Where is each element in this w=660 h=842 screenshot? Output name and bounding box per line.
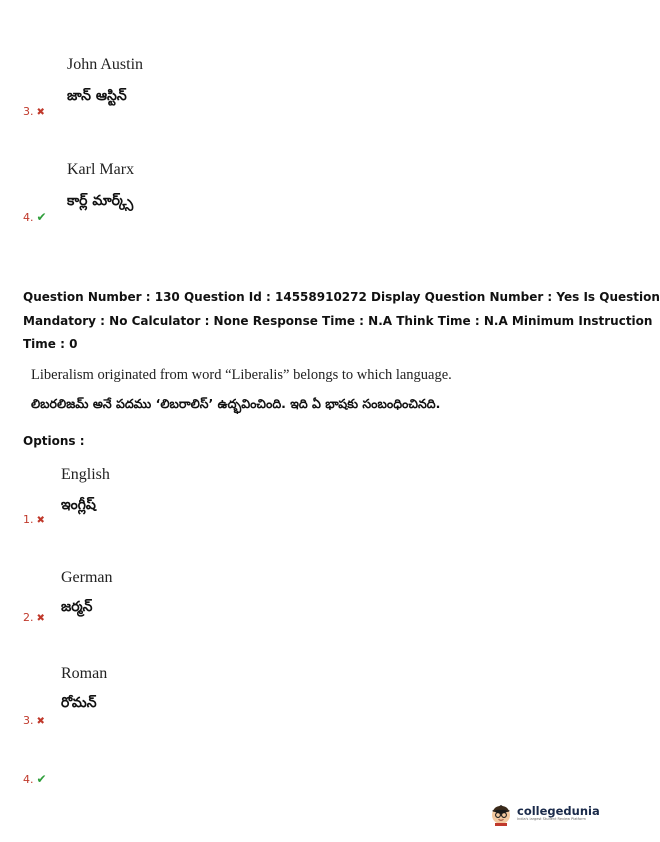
- student-avatar-icon: [488, 800, 514, 826]
- logo-tagline: India's largest Student Review Platform: [517, 817, 586, 821]
- option-number-text: 3.: [23, 714, 34, 727]
- correct-mark-icon: ✔: [36, 210, 47, 224]
- wrong-mark-icon: ✖: [36, 107, 45, 118]
- wrong-mark-icon: ✖: [36, 716, 45, 727]
- wrong-mark-icon: ✖: [36, 515, 45, 526]
- question-text-english: Liberalism originated from word “Liberalis” belongs to which language.: [31, 367, 452, 383]
- question-meta-line-2: Mandatory : No Calculator : None Response Time : N.A Think Time : N.A Minimum Instruction: [23, 313, 653, 328]
- option-2-english: German: [61, 569, 113, 586]
- option-1-telugu: ఇంగ్లీష్: [61, 497, 96, 513]
- option-2-telugu: జర్మన్: [61, 599, 93, 615]
- option-4b-number: [23, 772, 47, 786]
- option-number-text: 1.: [23, 513, 34, 526]
- option-number-text: 4.: [23, 211, 34, 224]
- option-3-english: John Austin: [67, 56, 144, 73]
- wrong-mark-icon: ✖: [36, 613, 45, 624]
- option-3b-number: [23, 714, 45, 727]
- option-3b-telugu: రోమన్: [61, 695, 97, 711]
- question-text-telugu: లిబరలిజమ్ అనే పదము ‘లిబరాలిస్’ ఉద్భవించింది. ఇది ఏ భాషకు సంబంధించినది.: [31, 396, 441, 411]
- option-3b-english: Roman: [61, 665, 108, 682]
- option-number-text: 2.: [23, 611, 34, 624]
- logo-name: collegedunia: [517, 804, 600, 818]
- option-2-number: [23, 611, 45, 624]
- options-label: Options :: [23, 434, 85, 448]
- option-4-telugu: కార్ల్ మార్క్స్: [67, 193, 134, 209]
- option-number-text: 3.: [23, 105, 34, 118]
- question-meta: [23, 286, 660, 357]
- option-number-text: 4.: [23, 773, 34, 786]
- question-meta-line-1: Question Number : 130 Question Id : 14558910272 Display Question Number : Yes Is Question: [23, 290, 660, 304]
- option-3-telugu: జాన్ ఆస్టిన్: [67, 88, 127, 104]
- option-3-number: [23, 105, 45, 118]
- option-1-english: English: [61, 466, 110, 483]
- question-meta-line-3: Time : 0: [23, 337, 78, 351]
- option-4-number: [23, 210, 47, 224]
- option-1-number: [23, 513, 45, 526]
- correct-mark-icon: ✔: [36, 772, 47, 786]
- option-4-english: Karl Marx: [67, 161, 135, 178]
- collegedunia-logo: [488, 800, 600, 826]
